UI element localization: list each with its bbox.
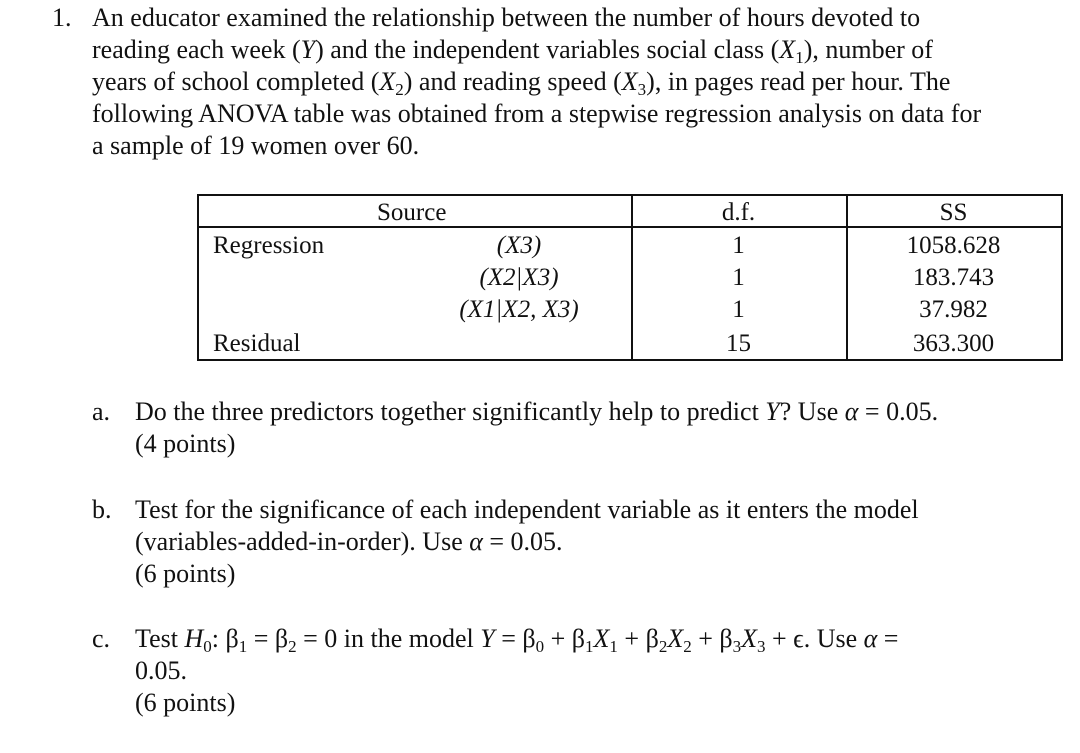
ss-cell: 363.300 <box>912 330 995 357</box>
question-text <box>92 2 981 162</box>
row-label-residual: Residual <box>213 330 301 357</box>
ss-cell: 183.743 <box>912 264 995 291</box>
question-line-2: reading each week (Y) and the independent variables social class $(X_1)$, number of <box>92 35 933 67</box>
part-c-line-2: 0.05. <box>135 656 187 685</box>
df-cell: 15 <box>726 330 751 357</box>
part-a-label: a. <box>92 397 111 426</box>
part-a-points: (4 points) <box>135 429 236 458</box>
part-c-points: (6 points) <box>135 688 236 717</box>
question-line-5: a sample of 19 women over 60. <box>92 131 420 160</box>
df-cell: 1 <box>732 264 745 291</box>
part-b-line-1: Test for the significance of each independent variable as it enters the model <box>135 495 919 524</box>
term-x1-given-x2-x3: (X1|X2, X3) <box>459 296 579 323</box>
header-ss: SS <box>939 199 968 226</box>
question-number: 1. <box>52 3 72 32</box>
part-b-points: (6 points) <box>135 559 236 588</box>
part-c-text <box>135 623 898 719</box>
header-source: Source <box>377 199 447 226</box>
df-cell: 1 <box>732 296 745 323</box>
ss-cell: 37.982 <box>919 296 988 323</box>
row-label-regression: Regression <box>213 232 325 259</box>
df-cell: 1 <box>732 232 745 259</box>
part-a-text <box>135 396 938 460</box>
part-b-text <box>135 494 919 590</box>
header-df: d.f. <box>721 199 756 226</box>
part-c-line-1: Test $H_0$: $\beta_1 = \beta_2 = 0$ in the model $Y = \beta_0 + \beta_1X_1 + \beta_2X_2 + \beta_3X_3 + \epsilon$. Use α = <box>135 624 899 656</box>
question-line-1: An educator examined the relationship between the number of hours devoted to <box>92 3 921 32</box>
term-x2-given-x3: (X2|X3) <box>479 264 559 291</box>
question-line-4: following ANOVA table was obtained from a stepwise regression analysis on data for <box>92 99 982 128</box>
term-x3: (X3) <box>496 232 542 259</box>
question-line-3: years of school completed $(X_2)$ and reading speed $(X_3)$, in pages read per hour. The <box>92 67 951 99</box>
anova-table <box>197 194 1063 361</box>
ss-cell: 1058.628 <box>906 232 1001 259</box>
part-c-label: c. <box>92 624 111 653</box>
part-b-label: b. <box>92 495 112 524</box>
part-b-line-2: (variables-added-in-order). Use α = 0.05. <box>135 527 563 556</box>
part-a-line-1: Do the three predictors together significantly help to predict Y? Use α = 0.05. <box>135 397 939 426</box>
